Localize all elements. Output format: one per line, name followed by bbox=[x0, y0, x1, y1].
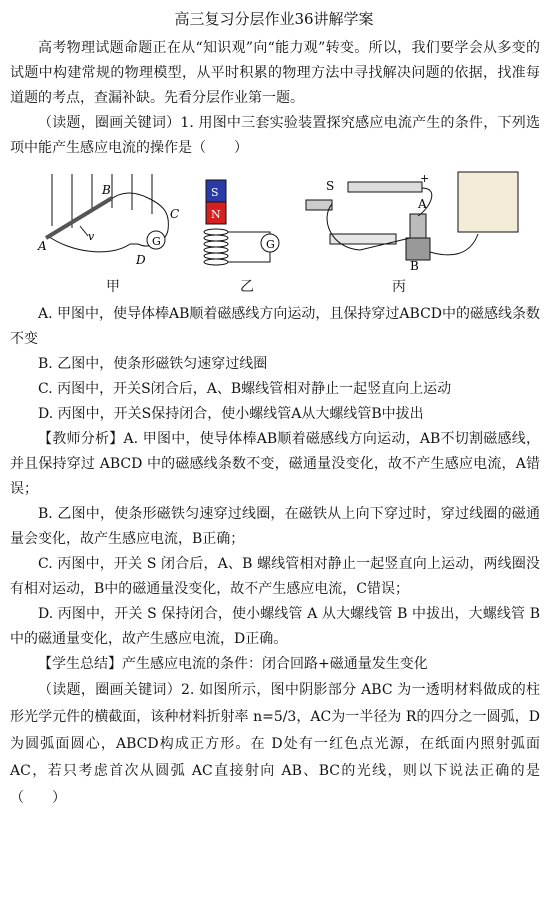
intro-paragraph: 高考物理试题命题正在从“知识观”向“能力观”转变。所以，我们要学会从多变的试题中构建常规的物理模型，从平时积累的物理方法中寻找解决问题的依据，找准每道题的考点，查漏补缺。先看分层作业第一题。 bbox=[10, 40, 540, 106]
teacher-analysis-a: 【教师分析】A. 甲图中，使导体棒AB顺着磁感线方向运动，AB不切割磁感线，并且保持穿过 ABCD 中的磁感线条数不变，磁通量没变化，故不产生感应电流，A错误； bbox=[10, 431, 540, 497]
conductor-rod-ab bbox=[46, 198, 112, 238]
point-c-label: C bbox=[170, 207, 180, 221]
q1-option-d: D. 丙图中，开关S保持闭合，使小螺线管A从大螺线管B中拔出 bbox=[38, 406, 424, 422]
q1-option-a: A. 甲图中，使导体棒AB顺着磁感线方向运动，且保持穿过ABCD中的磁感线条数不变 bbox=[10, 306, 541, 347]
coil-icon bbox=[204, 229, 270, 265]
page-title: 高三复习分层作业36讲解学案 bbox=[174, 10, 374, 28]
q1-figure bbox=[30, 168, 530, 296]
coil-b-label: B bbox=[410, 259, 419, 273]
point-d-label: D bbox=[136, 253, 146, 267]
figure-label-yi: 乙 bbox=[240, 279, 254, 295]
magnet-n-label: N bbox=[211, 208, 221, 221]
teacher-analysis-b: B. 乙图中，使条形磁铁匀速穿过线圈，在磁铁从上向下穿过时，穿过线圈的磁通量会变化，故产生感应电流，B正确； bbox=[10, 506, 540, 547]
ammeter-icon bbox=[458, 172, 518, 232]
switch-icon bbox=[306, 200, 332, 210]
galvanometer-label: G bbox=[266, 238, 275, 251]
point-a-label: A bbox=[38, 239, 47, 253]
coil-a-label: A bbox=[418, 197, 427, 211]
galvanometer-label: G bbox=[152, 235, 161, 248]
figure-label-jia: 甲 bbox=[106, 279, 120, 295]
connecting-wire bbox=[430, 234, 478, 255]
battery-icon bbox=[348, 182, 422, 192]
figure-bing bbox=[306, 172, 518, 260]
point-b-label: B bbox=[102, 183, 111, 197]
switch-s-label: S bbox=[326, 179, 335, 193]
velocity-arrow bbox=[80, 226, 88, 236]
student-summary: 【学生总结】产生感应电流的条件：闭合回路+磁通量发生变化 bbox=[38, 656, 428, 672]
coil-b-icon bbox=[406, 238, 430, 260]
figure-label-bing: 丙 bbox=[392, 279, 406, 295]
battery-plus-label: + bbox=[420, 172, 430, 185]
q1-option-b: B. 乙图中，使条形磁铁匀速穿过线圈 bbox=[38, 356, 268, 372]
teacher-analysis-d: D. 丙图中，开关 S 保持闭合，使小螺线管 A 从大螺线管 B 中拔出，大螺线管 B 中的磁通量变化，故产生感应电流，D正确。 bbox=[10, 606, 540, 647]
q1-stem: （读题，圈画关键词）1. 用图中三套实验装置探究感应电流产生的条件，下列选项中能产生感应电流的操作是（ ） bbox=[10, 115, 540, 156]
magnet-s-label: S bbox=[211, 186, 219, 199]
q2-stem: （读题，圈画关键词）2. 如图所示，图中阴影部分 ABC 为一透明材料做成的柱形光学元件的横截面，该种材料折射率 n=5/3，AC为一半径为 R的四分之一圆弧，D为圆弧面圆心，ABCD构成正方形。在 D处有一红色点光源，在纸面内照射弧面 AC，若只考虑首次从圆弧 AC直接射向 AB、BC的光线，则以下说法正确的是（ ） bbox=[10, 682, 540, 806]
q1-option-c: C. 丙图中，开关S闭合后，A、B螺线管相对静止一起竖直向上运动 bbox=[38, 381, 452, 397]
teacher-analysis-c: C. 丙图中，开关 S 闭合后，A、B 螺线管相对静止一起竖直向上运动，两线圈没有相对运动，B中的磁通量没变化，故不产生感应电流，C错误； bbox=[10, 556, 540, 597]
velocity-label: v bbox=[88, 230, 95, 243]
